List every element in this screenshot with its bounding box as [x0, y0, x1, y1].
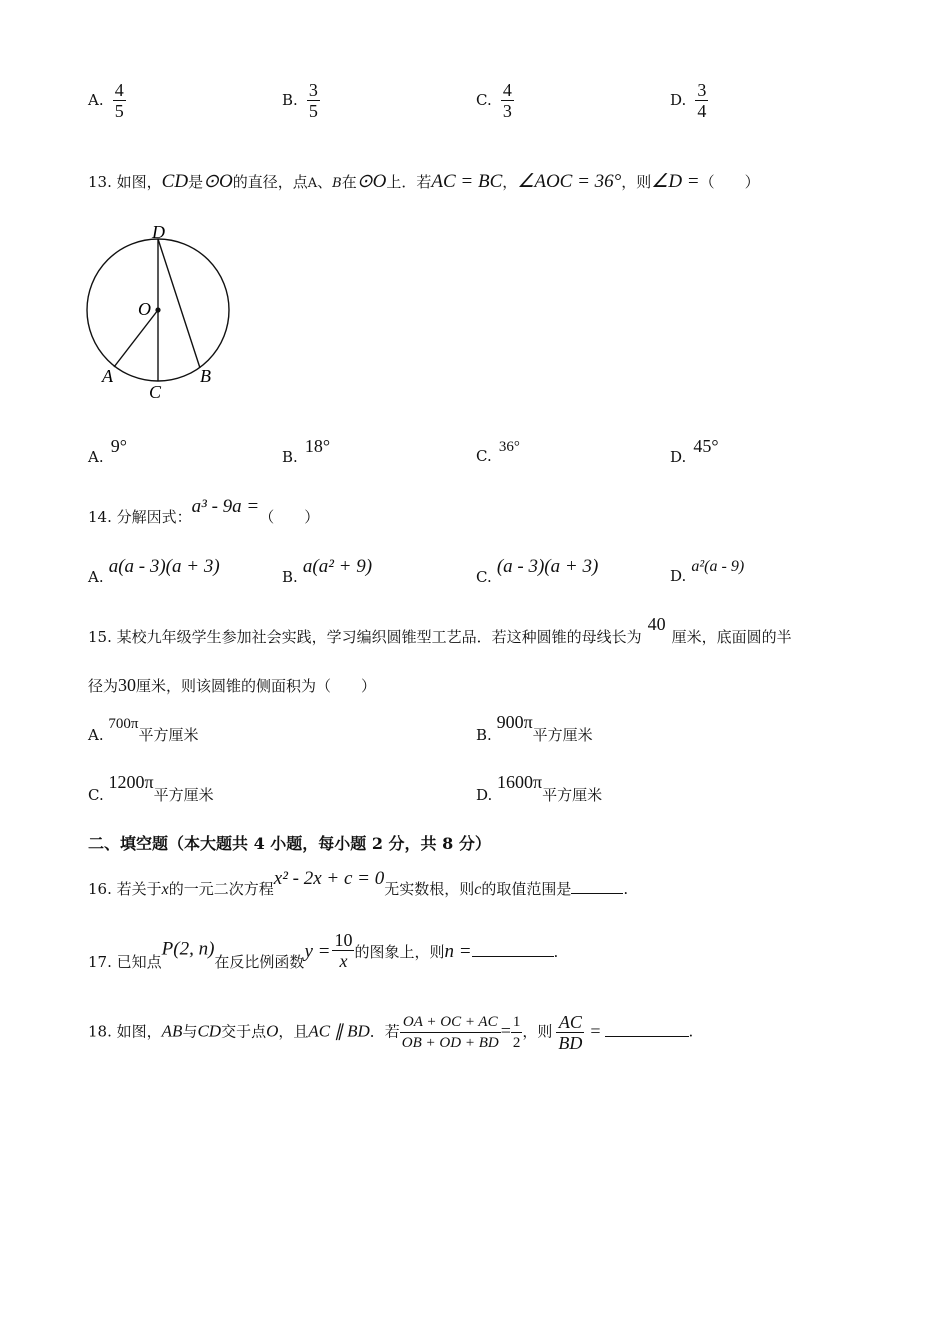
math-a: A	[307, 176, 318, 191]
text: 无实数根，则	[384, 880, 475, 898]
fraction	[332, 930, 354, 971]
q14-option-d[interactable]	[670, 556, 745, 585]
numerator: AC	[556, 1012, 584, 1033]
q13-option-b[interactable]	[282, 436, 331, 466]
denominator: 2	[512, 1035, 521, 1051]
denominator: x	[339, 951, 348, 971]
answer-paren: （ ）	[699, 173, 760, 191]
option-label: D.	[670, 91, 687, 109]
option-label: D.	[670, 448, 687, 466]
question-number: 14.	[88, 508, 112, 526]
segment-oa	[114, 310, 158, 367]
section-heading-fill-in: 二、填空题（本大题共 4 小题，每小题 2 分，共 8 分）	[88, 834, 491, 853]
text: .	[688, 1022, 694, 1041]
text: 的直径，点	[232, 173, 308, 191]
text: 径为	[88, 677, 119, 695]
option-label: C.	[476, 568, 492, 586]
math-angle-aoc: ∠AOC = 36°	[517, 171, 622, 192]
text: 的图象上，则	[354, 942, 445, 961]
q15-option-d[interactable]	[476, 772, 603, 804]
q15-stem-line2	[88, 675, 376, 696]
option-value: a(a² + 9)	[302, 556, 373, 577]
q12-option-b[interactable]	[282, 80, 320, 121]
text: 交于点	[221, 1022, 267, 1041]
option-label: D.	[670, 567, 687, 585]
option-value: 1200π	[108, 772, 154, 792]
text: 已知点	[116, 952, 162, 971]
math-cd: CD	[197, 1021, 222, 1041]
fraction	[113, 80, 126, 121]
math-angle-d: ∠D =	[651, 171, 700, 192]
q13-option-c[interactable]	[476, 436, 520, 465]
text: ，且	[278, 1022, 309, 1041]
math-point-p: P(2, n)	[161, 938, 215, 960]
text: ，则	[621, 173, 652, 191]
label-c: C	[149, 382, 162, 402]
text: 若关于	[116, 880, 162, 898]
unit: 平方厘米	[542, 786, 603, 804]
numerator: 1	[511, 1012, 523, 1033]
circle-figure	[80, 218, 250, 408]
answer-blank[interactable]	[605, 1036, 689, 1037]
option-value: (a - 3)(a + 3)	[496, 556, 599, 577]
q14-option-b[interactable]	[282, 556, 373, 586]
segment-db	[158, 239, 200, 368]
option-value: a(a - 3)(a + 3)	[108, 556, 220, 577]
math-circle-o: ⊙O	[203, 171, 233, 192]
math-arc-equality: AC = BC	[431, 171, 503, 192]
option-value: 45°	[693, 436, 719, 456]
math-x: x	[161, 881, 169, 898]
unit: 平方厘米	[153, 786, 214, 804]
option-value: 1600π	[497, 772, 543, 792]
text: 厘米，则该圆锥的侧面积为（ ）	[136, 677, 377, 695]
question-number: 17.	[88, 952, 112, 971]
option-value: 36°	[498, 439, 520, 455]
label-o: O	[138, 299, 151, 319]
q15-option-c[interactable]	[88, 772, 214, 804]
q15-option-b[interactable]	[476, 712, 593, 744]
question-number: 15.	[88, 628, 112, 646]
text: 如图，	[116, 173, 162, 191]
q14-option-c[interactable]	[476, 556, 599, 586]
q12-option-a[interactable]	[88, 80, 126, 121]
option-value: 700π	[108, 716, 139, 732]
answer-blank[interactable]	[472, 956, 554, 957]
center-dot	[155, 307, 160, 312]
math-b: B	[332, 176, 342, 191]
numerator: OA + OC + AC	[400, 1012, 501, 1033]
option-value: 900π	[496, 712, 533, 732]
math-expression: a³ - 9a =	[191, 496, 260, 517]
numerator: 4	[114, 80, 124, 100]
option-label: A.	[88, 568, 104, 586]
q13-option-d[interactable]	[670, 436, 719, 466]
q16-stem	[88, 868, 629, 898]
numerator: 10	[334, 930, 353, 950]
answer-paren: （ ）	[259, 508, 320, 526]
option-label: B.	[282, 91, 298, 109]
math-o: O	[266, 1021, 279, 1041]
numerator: 3	[308, 80, 318, 100]
q14-stem	[88, 496, 320, 526]
math-equals: =	[500, 1020, 511, 1041]
question-number: 18.	[88, 1022, 112, 1041]
text: 某校九年级学生参加社会实践，学习编织圆锥型工艺品．若这种圆锥的母线长为	[116, 628, 642, 646]
math-circle-o: ⊙O	[356, 171, 387, 192]
math-equals: =	[590, 1020, 601, 1041]
text: 如图，	[116, 1022, 162, 1041]
label-b: B	[200, 366, 211, 386]
math-length: 40	[647, 614, 666, 634]
unit: 平方厘米	[532, 726, 593, 744]
fraction	[307, 80, 320, 121]
q18-stem	[88, 1012, 693, 1053]
option-label: D.	[476, 786, 493, 804]
answer-blank[interactable]	[571, 893, 623, 894]
option-label: A.	[88, 91, 104, 109]
fraction-half	[511, 1012, 523, 1053]
text: 、	[317, 173, 333, 191]
option-value: a²(a - 9)	[691, 558, 745, 575]
text: .	[623, 880, 629, 898]
fraction	[695, 80, 708, 121]
text: ．若	[369, 1022, 400, 1041]
question-number: 13.	[88, 173, 112, 191]
option-label: C.	[88, 786, 104, 804]
option-label: A.	[88, 448, 104, 466]
math-n-equals: n =	[444, 940, 472, 962]
q14-option-a[interactable]	[88, 556, 220, 586]
numerator: 3	[697, 80, 707, 100]
text: 厘米，底面圆的半	[671, 628, 792, 646]
fraction-ratio	[556, 1012, 584, 1053]
q12-option-d[interactable]	[670, 80, 708, 121]
text: 在	[341, 173, 357, 191]
math-parallel: AC ∥ BD	[308, 1021, 370, 1041]
q12-option-c[interactable]	[476, 80, 514, 121]
option-label: B.	[282, 448, 298, 466]
option-label: A.	[88, 726, 104, 744]
option-label: C.	[476, 447, 492, 465]
text: .	[553, 942, 559, 961]
text: ，则	[522, 1022, 553, 1041]
q15-stem-line1	[88, 614, 792, 646]
label-d: D	[152, 222, 165, 242]
q13-stem	[88, 170, 760, 193]
q17-stem	[88, 930, 558, 971]
option-value: 18°	[304, 436, 331, 456]
denominator: OB + OD + BD	[401, 1035, 499, 1051]
text: 的一元二次方程	[168, 880, 274, 898]
text: 是	[188, 173, 204, 191]
question-number: 16.	[88, 880, 112, 898]
fraction	[501, 80, 514, 121]
unit: 平方厘米	[138, 726, 199, 744]
text: 分解因式：	[116, 508, 192, 526]
math-y-equals: y =	[304, 940, 331, 962]
option-label: B.	[476, 726, 492, 744]
numerator: 4	[502, 80, 512, 100]
fraction-sum	[400, 1012, 501, 1053]
denominator: BD	[558, 1033, 583, 1053]
denominator: 5	[308, 101, 318, 121]
denominator: 5	[114, 101, 124, 121]
option-value: 9°	[110, 436, 127, 456]
math-cd: CD	[161, 171, 189, 192]
denominator: 4	[697, 101, 707, 121]
q13-option-a[interactable]	[88, 436, 127, 466]
math-c: c	[474, 881, 482, 898]
q15-option-a[interactable]	[88, 712, 199, 744]
option-label: B.	[282, 568, 298, 586]
option-label: C.	[476, 91, 492, 109]
math-radius: 30	[118, 675, 137, 695]
text: 的取值范围是	[481, 880, 572, 898]
text: 在反比例函数	[214, 952, 305, 971]
math-ab: AB	[161, 1021, 183, 1041]
denominator: 3	[502, 101, 512, 121]
math-equation: x² - 2x + c = 0	[273, 868, 385, 889]
label-a: A	[102, 366, 113, 386]
text: ，	[502, 173, 518, 191]
text: 与	[182, 1022, 198, 1041]
text: 上．若	[386, 173, 432, 191]
